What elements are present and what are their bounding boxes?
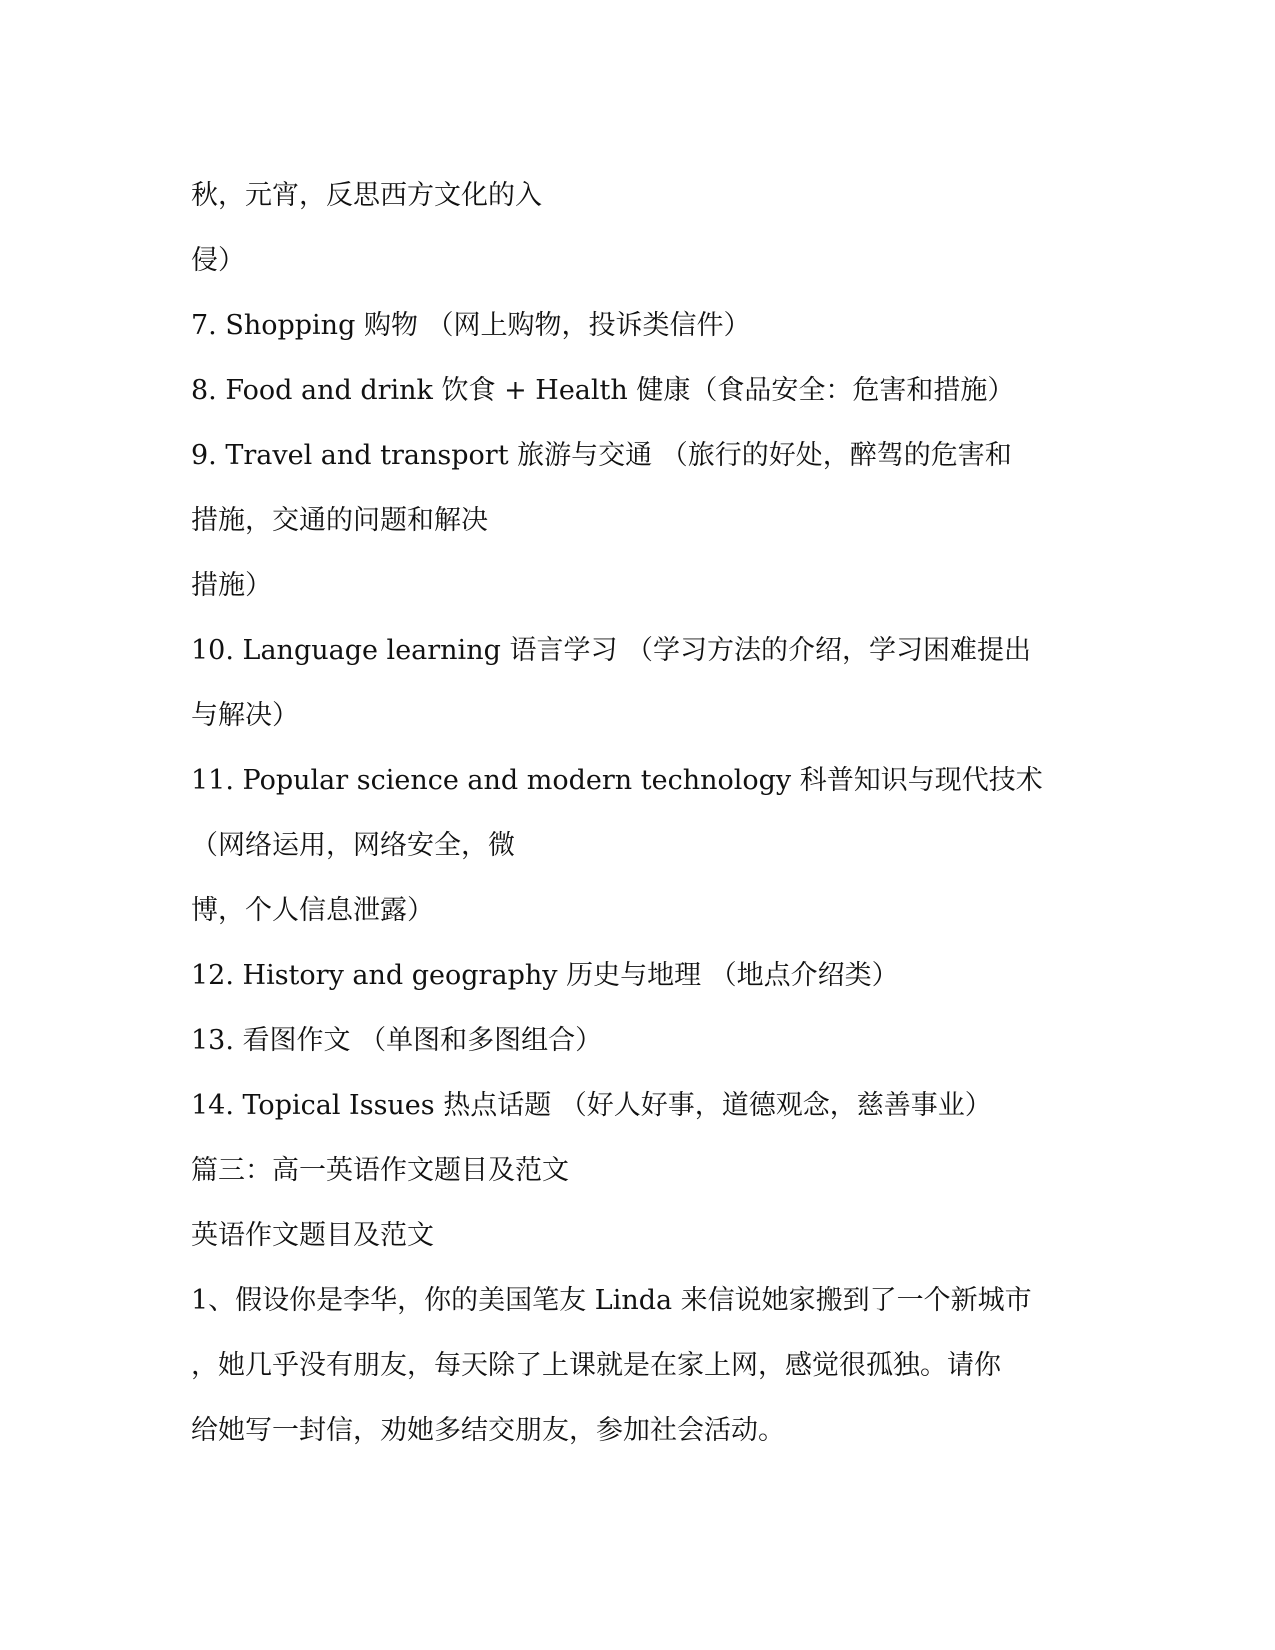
list-item-science: 11. Popular science and modern technology 科普知识与现代技术 xyxy=(191,765,1043,796)
text-line: 博，个人信息泄露） xyxy=(191,895,434,926)
subheading: 英语作文题目及范文 xyxy=(191,1220,434,1251)
paragraph-line: ，她几乎没有朋友，每天除了上课就是在家上网，感觉很孤独。请你 xyxy=(191,1350,1001,1381)
list-item-topical-issues: 14. Topical Issues 热点话题 （好人好事，道德观念，慈善事业） xyxy=(191,1090,992,1121)
list-item-language: 10. Language learning 语言学习 （学习方法的介绍，学习困难提出 xyxy=(191,635,1032,666)
document-body xyxy=(191,163,1091,1463)
text-line: 措施） xyxy=(191,570,272,601)
text-line: （网络运用，网络安全，微 xyxy=(191,830,515,861)
text-line: 措施，交通的问题和解决 xyxy=(191,505,488,536)
paragraph-line: 给她写一封信，劝她多结交朋友，参加社会活动。 xyxy=(191,1415,785,1446)
list-item-picture-writing: 13. 看图作文 （单图和多图组合） xyxy=(191,1025,603,1056)
text-line: 与解决） xyxy=(191,700,299,731)
text-line: 侵） xyxy=(191,245,245,276)
list-item-food-drink: 8. Food and drink 饮食 + Health 健康（食品安全：危害和措施） xyxy=(191,375,1015,406)
section-heading: 篇三：高一英语作文题目及范文 xyxy=(191,1155,569,1186)
list-item-shopping: 7. Shopping 购物 （网上购物，投诉类信件） xyxy=(191,310,751,341)
paragraph-line: 1、假设你是李华，你的美国笔友 Linda 来信说她家搬到了一个新城市 xyxy=(191,1285,1032,1316)
list-item-history: 12. History and geography 历史与地理 （地点介绍类） xyxy=(191,960,899,991)
text-line: 秋，元宵，反思西方文化的入 xyxy=(191,180,542,211)
list-item-travel: 9. Travel and transport 旅游与交通 （旅行的好处，醉驾的危害和 xyxy=(191,440,1012,471)
